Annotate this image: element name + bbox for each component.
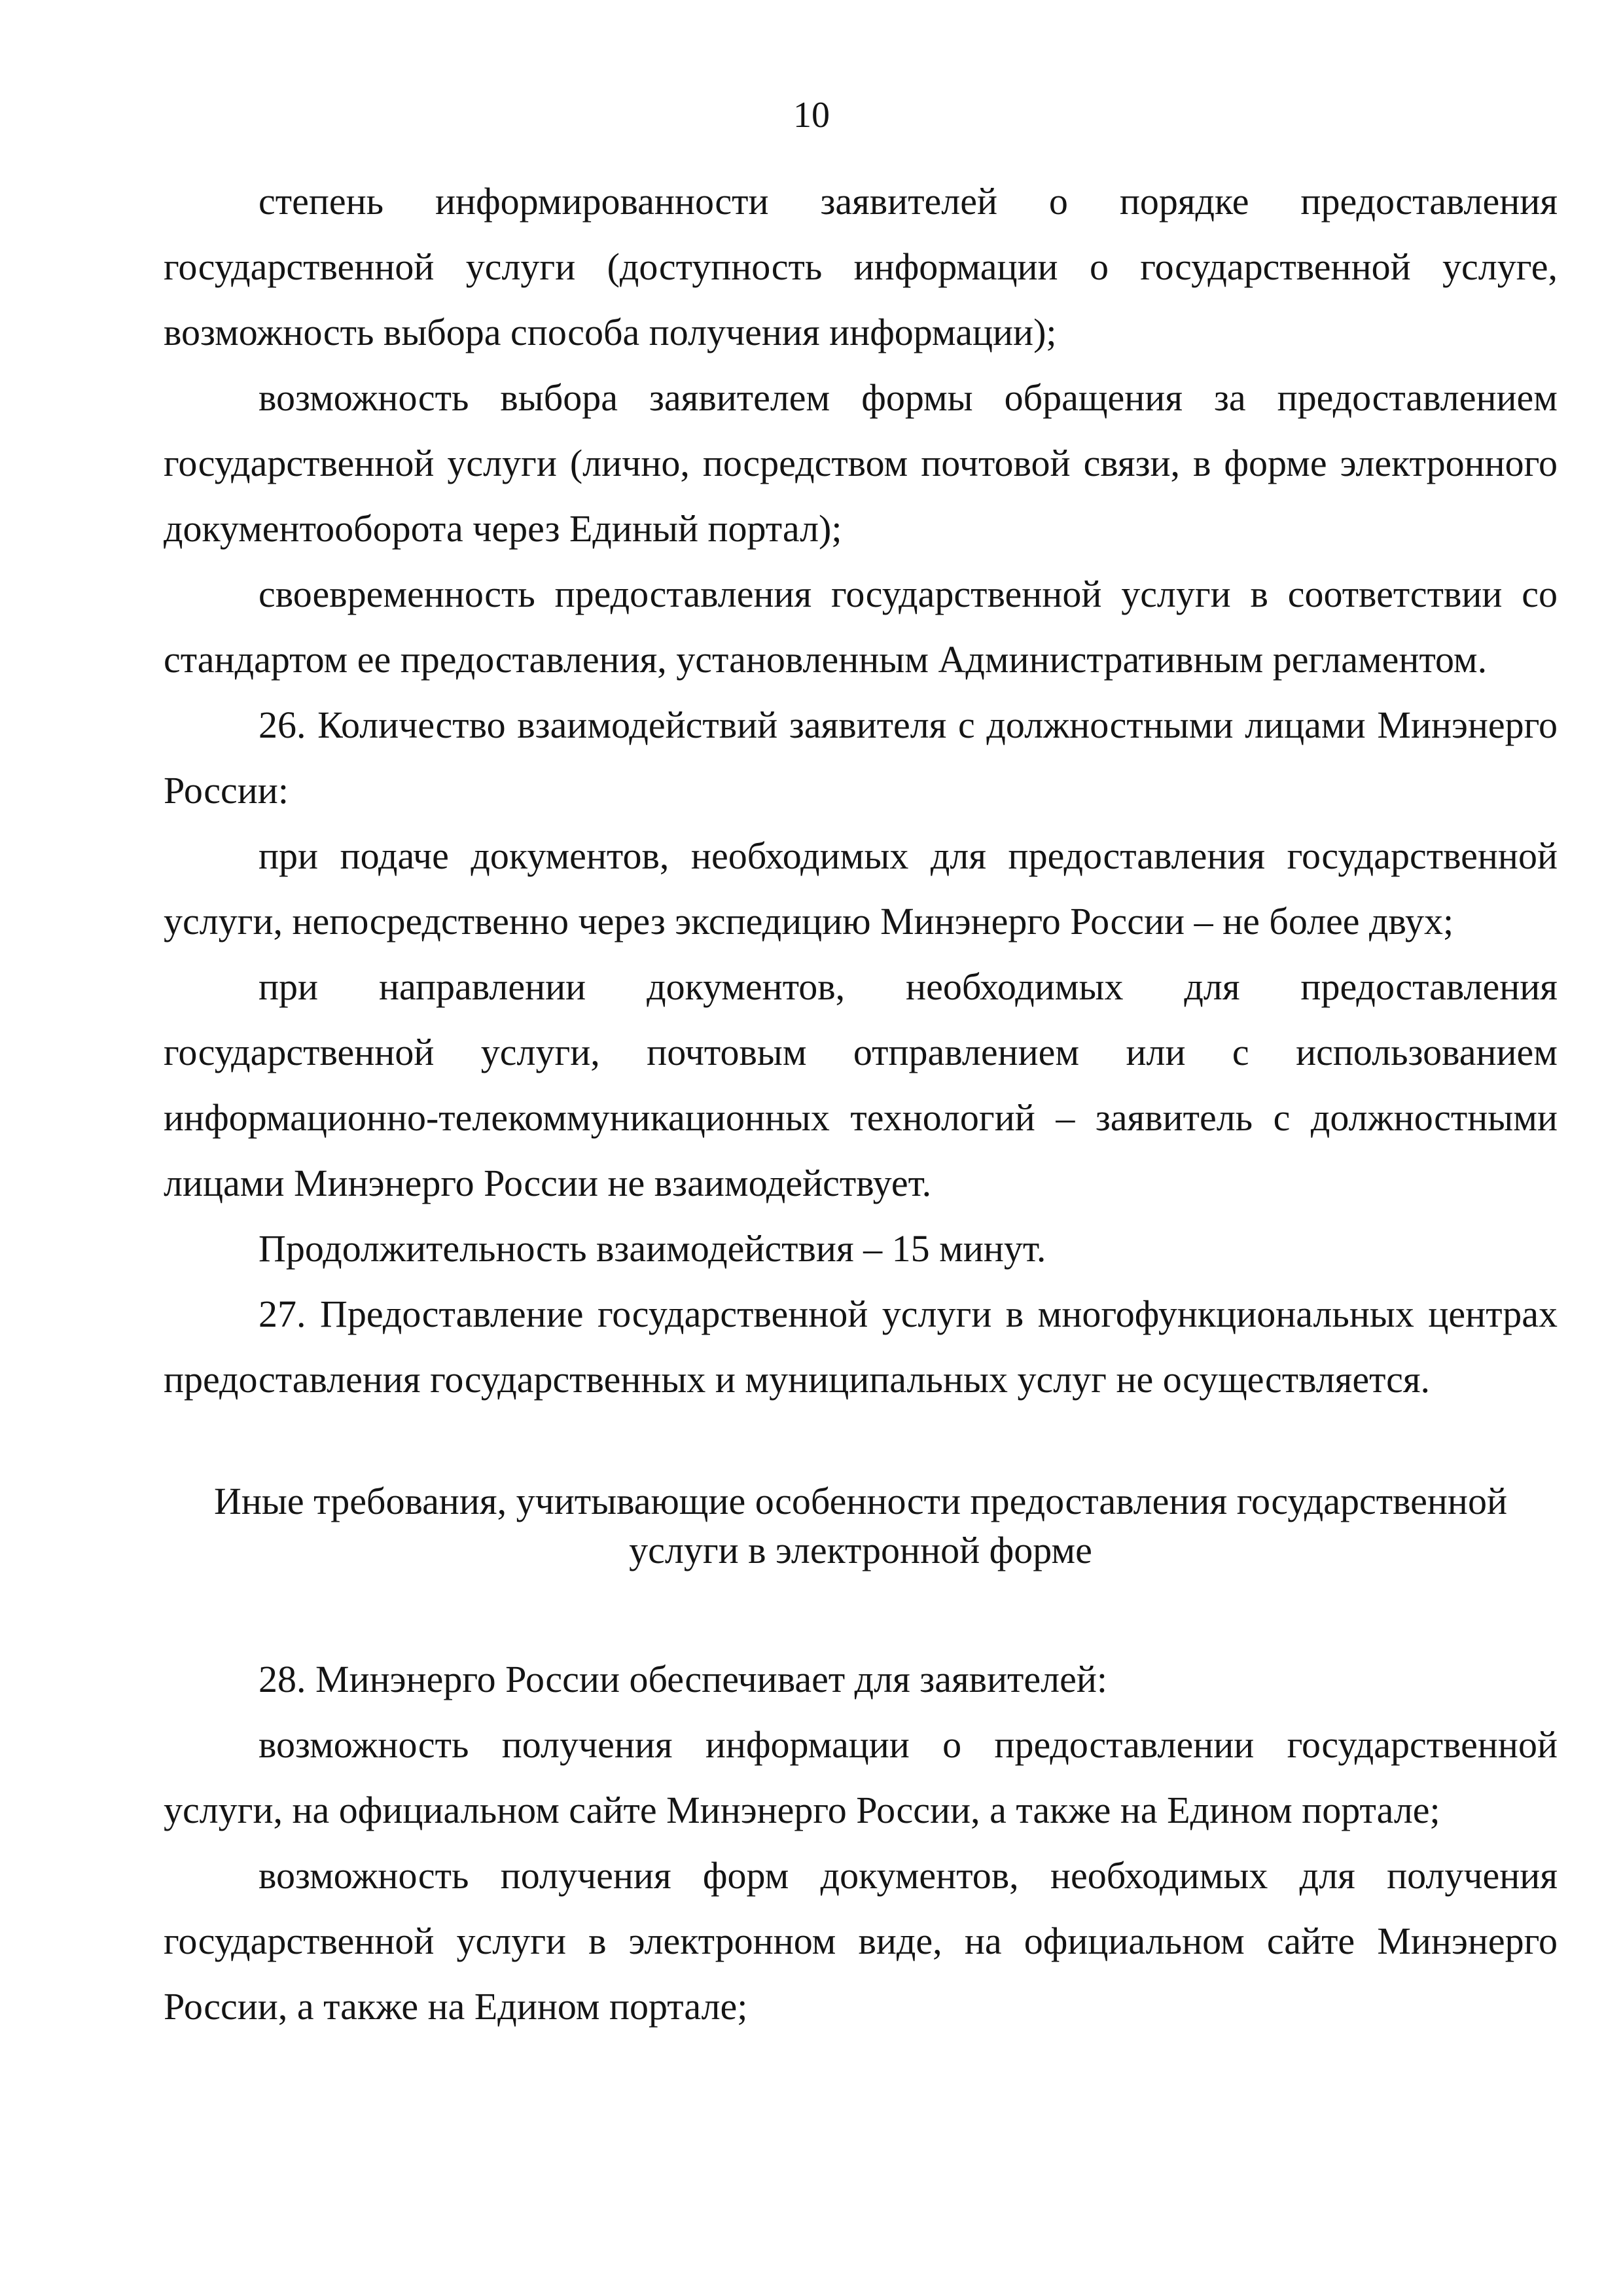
document-body	[164, 169, 1558, 2039]
paragraph-informedness: степень информированности заявителей о порядке предоставления государственной услуги (доступность информации о государственной услуге, возможность выбора способа получения информации);	[164, 180, 1558, 353]
section-heading	[164, 1412, 1558, 1647]
section-heading-line-2: услуги в электронной форме	[629, 1529, 1092, 1571]
section-heading-line-1: Иные требования, учитывающие особенности предоставления государственной	[214, 1480, 1507, 1522]
page-number: 10	[793, 95, 830, 135]
paragraph-item-28: 28. Минэнерго России обеспечивает для заявителей:	[259, 1658, 1107, 1700]
paragraph-item-27: 27. Предоставление государственной услуги в многофункциональных центрах предоставления государственных и муниципальных услуг не осуществляется.	[164, 1293, 1558, 1401]
paragraph-contact-form: возможность выбора заявителем формы обращения за предоставлением государственной услуги (лично, посредством почтовой связи, в форме электронного документооборота через Единый портал);	[164, 376, 1558, 550]
paragraph-forms-access: возможность получения форм документов, необходимых для получения государственной услуги в электронном виде, на официальном сайте Минэнерго России, а также на Едином портале;	[164, 1854, 1558, 2028]
paragraph-postal-submission: при направлении документов, необходимых для предоставления государственной услуги, почтовым отправлением или с использованием информационно-телекоммуникационных технологий – заявитель с должностными лицами Минэнерго России не взаимодействует.	[164, 965, 1558, 1204]
paragraph-item-26: 26. Количество взаимодействий заявителя с должностными лицами Минэнерго России:	[164, 704, 1558, 812]
paragraph-info-access: возможность получения информации о предоставлении государственной услуги, на официальном сайте Минэнерго России, а также на Едином портале;	[164, 1723, 1558, 1831]
paragraph-timeliness: своевременность предоставления государственной услуги в соответствии со стандартом ее предоставления, установленным Административным регламентом.	[164, 573, 1558, 681]
paragraph-duration: Продолжительность взаимодействия – 15 минут.	[259, 1227, 1046, 1270]
paragraph-in-person-submission: при подаче документов, необходимых для предоставления государственной услуги, непосредственно через экспедицию Минэнерго России – не более двух;	[164, 834, 1558, 942]
